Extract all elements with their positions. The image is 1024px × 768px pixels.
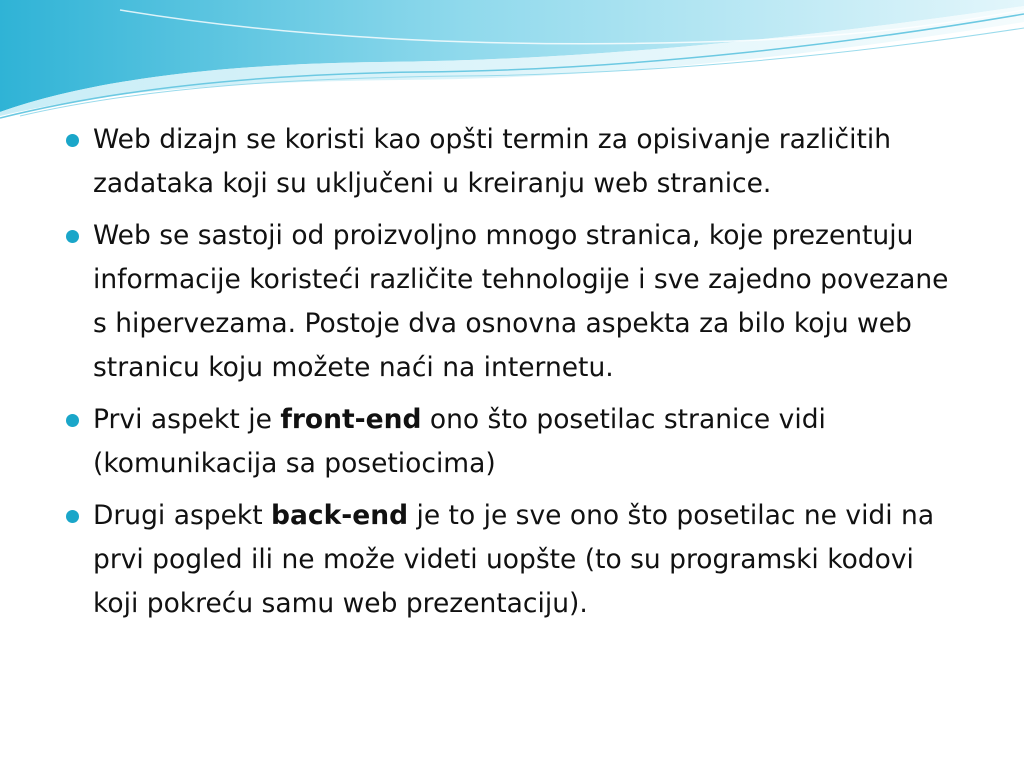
bullet-icon	[66, 134, 79, 147]
bullet-term-front-end: front-end	[280, 404, 422, 435]
bullet-text-before: Prvi aspekt je	[93, 404, 281, 435]
bullet-text-after: ono što posetilac stranice vidi (komunikacija sa posetiocima)	[93, 404, 826, 479]
bullet-item-back-end	[60, 494, 960, 626]
header-wave-decoration	[0, 0, 1024, 130]
bullet-text-before: Drugi aspekt	[93, 500, 272, 531]
bullet-text: Web se sastoji od proizvoljno mnogo stranica, koje prezentuju informacije koristeći različite tehnologije i sve zajedno povezane s hipervezama. Postoje dva osnovna aspekta za bilo koju web stranicu koju možete naći na internetu.	[93, 220, 949, 383]
bullet-icon	[66, 510, 79, 523]
bullet-text-after: je to je sve ono što posetilac ne vidi na prvi pogled ili ne može videti uopšte (to su programski kodovi koji pokreću samu web prezentaciju).	[93, 500, 935, 619]
bullet-icon	[66, 230, 79, 243]
bullet-item-front-end	[60, 398, 960, 486]
bullet-item-web-structure	[60, 214, 960, 390]
bullet-icon	[66, 414, 79, 427]
slide-content	[60, 118, 960, 634]
bullet-item-web-design	[60, 118, 960, 206]
bullet-term-back-end: back-end	[271, 500, 409, 531]
bullet-list	[60, 118, 960, 626]
bullet-text: Web dizajn se koristi kao opšti termin za opisivanje različitih zadataka koji su uključeni u kreiranju web stranice.	[93, 124, 891, 199]
